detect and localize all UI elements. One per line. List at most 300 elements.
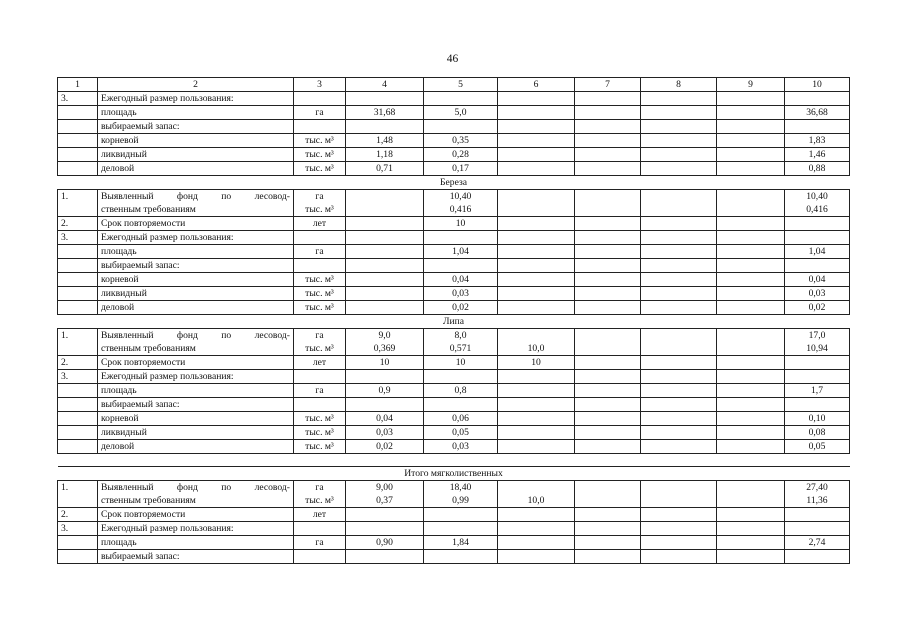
value-cell-4: 0,02 [346, 440, 424, 454]
unit-cell: тыс. м³ [294, 440, 346, 454]
value-cell-7 [575, 370, 641, 384]
table-row [58, 273, 850, 287]
value-cell-7 [575, 356, 641, 370]
value-cell-8 [641, 412, 717, 426]
value-cell-4: 31,68 [346, 106, 424, 120]
value-cell-7 [575, 273, 641, 287]
header-cell: 1 [58, 78, 98, 92]
value-cell-7 [575, 287, 641, 301]
value-cell-10: 2,74 [785, 536, 850, 550]
table-row [58, 384, 850, 398]
value-cell-6 [498, 120, 575, 134]
value-cell-4: 10 [346, 356, 424, 370]
row-number-cell [58, 162, 98, 176]
value-cell-6 [498, 259, 575, 273]
value-cell-5: 10,40 [424, 190, 498, 204]
section-title-row [58, 315, 850, 329]
value-cell-8 [641, 203, 717, 217]
unit-cell: тыс. м³ [294, 287, 346, 301]
spacer-row [58, 454, 850, 467]
unit-cell: га [294, 481, 346, 495]
value-cell-5: 1,84 [424, 536, 498, 550]
row-number-cell [58, 550, 98, 564]
table-row [58, 329, 850, 343]
row-name-cell: ственным требованиям [98, 494, 294, 508]
value-cell-9 [717, 231, 785, 245]
value-cell-8 [641, 190, 717, 204]
row-name-cell: ликвидный [98, 287, 294, 301]
value-cell-10 [785, 120, 850, 134]
table-row [58, 370, 850, 384]
row-number-cell [58, 203, 98, 217]
unit-cell: тыс. м³ [294, 426, 346, 440]
row-name-cell: выбираемый запас: [98, 398, 294, 412]
row-number-cell [58, 287, 98, 301]
value-cell-10 [785, 259, 850, 273]
section-title: Береза [58, 176, 850, 190]
row-name-cell: выбираемый запас: [98, 120, 294, 134]
value-cell-9 [717, 536, 785, 550]
value-cell-8 [641, 440, 717, 454]
value-cell-8 [641, 120, 717, 134]
value-cell-8 [641, 426, 717, 440]
value-cell-6 [498, 536, 575, 550]
value-cell-5: 0,06 [424, 412, 498, 426]
value-cell-8 [641, 398, 717, 412]
spacer-cell [58, 454, 850, 467]
value-cell-5 [424, 120, 498, 134]
row-number-cell: 2. [58, 508, 98, 522]
row-name-cell: площадь [98, 536, 294, 550]
unit-cell: тыс. м³ [294, 134, 346, 148]
section-title-row [58, 467, 850, 481]
value-cell-8 [641, 259, 717, 273]
value-cell-7 [575, 231, 641, 245]
value-cell-10: 0,04 [785, 273, 850, 287]
unit-cell: тыс. м³ [294, 342, 346, 356]
value-cell-10 [785, 550, 850, 564]
value-cell-7 [575, 384, 641, 398]
row-name-cell: Ежегодный размер пользования: [98, 231, 294, 245]
header-cell: 5 [424, 78, 498, 92]
value-cell-6 [498, 384, 575, 398]
value-cell-8 [641, 370, 717, 384]
table-row [58, 203, 850, 217]
row-number-cell [58, 342, 98, 356]
value-cell-6 [498, 190, 575, 204]
unit-cell [294, 370, 346, 384]
value-cell-7 [575, 92, 641, 106]
row-number-cell [58, 384, 98, 398]
value-cell-7 [575, 522, 641, 536]
table-row [58, 536, 850, 550]
value-cell-4: 0,03 [346, 426, 424, 440]
value-cell-9 [717, 190, 785, 204]
header-cell: 8 [641, 78, 717, 92]
unit-cell: тыс. м³ [294, 273, 346, 287]
value-cell-10 [785, 508, 850, 522]
value-cell-10 [785, 92, 850, 106]
value-cell-9 [717, 329, 785, 343]
row-number-cell: 3. [58, 522, 98, 536]
value-cell-4 [346, 190, 424, 204]
value-cell-6 [498, 522, 575, 536]
unit-cell: тыс. м³ [294, 412, 346, 426]
table-row [58, 440, 850, 454]
value-cell-5: 0,05 [424, 426, 498, 440]
value-cell-9 [717, 508, 785, 522]
table-row [58, 217, 850, 231]
value-cell-10: 1,83 [785, 134, 850, 148]
row-name-cell: выбираемый запас: [98, 259, 294, 273]
value-cell-8 [641, 356, 717, 370]
row-number-cell: 1. [58, 329, 98, 343]
table-row [58, 342, 850, 356]
table-row [58, 522, 850, 536]
value-cell-9 [717, 245, 785, 259]
value-cell-4 [346, 245, 424, 259]
row-number-cell [58, 426, 98, 440]
value-cell-8 [641, 287, 717, 301]
value-cell-7 [575, 550, 641, 564]
unit-cell: га [294, 329, 346, 343]
unit-cell: тыс. м³ [294, 301, 346, 315]
value-cell-5 [424, 508, 498, 522]
value-cell-10: 0,10 [785, 412, 850, 426]
value-cell-7 [575, 203, 641, 217]
row-name-cell: Выявленный фонд по лесовод- [98, 329, 294, 343]
row-name-cell: ликвидный [98, 426, 294, 440]
value-cell-10: 0,05 [785, 440, 850, 454]
section-title: Итого мягколиственных [58, 467, 850, 481]
value-cell-7 [575, 301, 641, 315]
value-cell-4: 0,9 [346, 384, 424, 398]
value-cell-7 [575, 536, 641, 550]
value-cell-6: 10,0 [498, 494, 575, 508]
value-cell-9 [717, 481, 785, 495]
value-cell-8 [641, 494, 717, 508]
row-number-cell [58, 412, 98, 426]
value-cell-5 [424, 370, 498, 384]
row-name-cell: деловой [98, 440, 294, 454]
value-cell-8 [641, 106, 717, 120]
value-cell-5 [424, 550, 498, 564]
value-cell-5: 18,40 [424, 481, 498, 495]
unit-cell: га [294, 190, 346, 204]
value-cell-10: 36,68 [785, 106, 850, 120]
row-name-cell: Срок повторяемости [98, 217, 294, 231]
value-cell-9 [717, 203, 785, 217]
row-name-cell: площадь [98, 384, 294, 398]
value-cell-8 [641, 245, 717, 259]
value-cell-8 [641, 162, 717, 176]
value-cell-8 [641, 92, 717, 106]
value-cell-4 [346, 522, 424, 536]
table-row [58, 134, 850, 148]
value-cell-7 [575, 245, 641, 259]
row-number-cell: 3. [58, 370, 98, 384]
value-cell-9 [717, 426, 785, 440]
table-row [58, 162, 850, 176]
header-cell: 3 [294, 78, 346, 92]
value-cell-7 [575, 106, 641, 120]
row-name-cell: Ежегодный размер пользования: [98, 92, 294, 106]
value-cell-7 [575, 412, 641, 426]
value-cell-7 [575, 508, 641, 522]
value-cell-4: 0,37 [346, 494, 424, 508]
value-cell-10 [785, 217, 850, 231]
value-cell-8 [641, 481, 717, 495]
value-cell-6 [498, 508, 575, 522]
value-cell-6 [498, 412, 575, 426]
row-number-cell [58, 273, 98, 287]
value-cell-5: 5,0 [424, 106, 498, 120]
value-cell-9 [717, 494, 785, 508]
unit-cell [294, 92, 346, 106]
value-cell-9 [717, 273, 785, 287]
value-cell-6 [498, 301, 575, 315]
value-cell-7 [575, 148, 641, 162]
value-cell-5: 0,8 [424, 384, 498, 398]
unit-cell: тыс. м³ [294, 494, 346, 508]
row-name-cell: Ежегодный размер пользования: [98, 522, 294, 536]
value-cell-8 [641, 148, 717, 162]
value-cell-6 [498, 287, 575, 301]
value-cell-8 [641, 384, 717, 398]
unit-cell [294, 398, 346, 412]
value-cell-10: 0,08 [785, 426, 850, 440]
value-cell-6 [498, 426, 575, 440]
value-cell-6 [498, 106, 575, 120]
value-cell-8 [641, 536, 717, 550]
section-title: Липа [58, 315, 850, 329]
value-cell-10: 1,46 [785, 148, 850, 162]
value-cell-6 [498, 217, 575, 231]
value-cell-10: 0,416 [785, 203, 850, 217]
value-cell-9 [717, 106, 785, 120]
value-cell-4: 0,369 [346, 342, 424, 356]
value-cell-10 [785, 398, 850, 412]
value-cell-9 [717, 120, 785, 134]
value-cell-10 [785, 231, 850, 245]
table-row [58, 481, 850, 495]
value-cell-4 [346, 301, 424, 315]
value-cell-10: 10,40 [785, 190, 850, 204]
value-cell-9 [717, 287, 785, 301]
value-cell-4 [346, 273, 424, 287]
table-row [58, 106, 850, 120]
value-cell-9 [717, 148, 785, 162]
value-cell-10: 1,7 [785, 384, 850, 398]
row-name-cell: ликвидный [98, 148, 294, 162]
value-cell-10: 10,94 [785, 342, 850, 356]
value-cell-5: 0,17 [424, 162, 498, 176]
value-cell-6 [498, 440, 575, 454]
value-cell-8 [641, 301, 717, 315]
value-cell-4 [346, 203, 424, 217]
value-cell-4: 9,0 [346, 329, 424, 343]
value-cell-8 [641, 217, 717, 231]
value-cell-10: 0,02 [785, 301, 850, 315]
value-cell-9 [717, 398, 785, 412]
value-cell-6 [498, 481, 575, 495]
value-cell-5: 0,04 [424, 273, 498, 287]
value-cell-9 [717, 217, 785, 231]
value-cell-6 [498, 203, 575, 217]
table-row [58, 287, 850, 301]
table-row [58, 92, 850, 106]
value-cell-7 [575, 481, 641, 495]
value-cell-6 [498, 92, 575, 106]
value-cell-9 [717, 440, 785, 454]
row-number-cell [58, 494, 98, 508]
row-name-cell: Ежегодный размер пользования: [98, 370, 294, 384]
section-title-row [58, 176, 850, 190]
value-cell-4: 0,04 [346, 412, 424, 426]
row-number-cell [58, 440, 98, 454]
value-cell-5: 0,02 [424, 301, 498, 315]
row-number-cell: 1. [58, 190, 98, 204]
table-row [58, 231, 850, 245]
value-cell-9 [717, 259, 785, 273]
value-cell-7 [575, 162, 641, 176]
value-cell-7 [575, 426, 641, 440]
value-cell-5 [424, 522, 498, 536]
unit-cell [294, 120, 346, 134]
row-number-cell [58, 120, 98, 134]
value-cell-5 [424, 259, 498, 273]
table-row [58, 426, 850, 440]
value-cell-9 [717, 550, 785, 564]
value-cell-6: 10 [498, 356, 575, 370]
value-cell-4 [346, 231, 424, 245]
value-cell-5: 10 [424, 356, 498, 370]
value-cell-4 [346, 217, 424, 231]
value-cell-7 [575, 259, 641, 273]
value-cell-10: 0,88 [785, 162, 850, 176]
header-cell: 6 [498, 78, 575, 92]
header-cell: 4 [346, 78, 424, 92]
value-cell-4 [346, 370, 424, 384]
row-number-cell: 1. [58, 481, 98, 495]
row-number-cell [58, 536, 98, 550]
value-cell-7 [575, 494, 641, 508]
value-cell-5: 0,571 [424, 342, 498, 356]
value-cell-6 [498, 162, 575, 176]
table-header-row [58, 78, 850, 92]
value-cell-6 [498, 329, 575, 343]
row-name-cell: деловой [98, 162, 294, 176]
row-name-cell: деловой [98, 301, 294, 315]
value-cell-6: 10,0 [498, 342, 575, 356]
unit-cell: га [294, 384, 346, 398]
value-cell-5: 0,03 [424, 287, 498, 301]
row-name-cell: выбираемый запас: [98, 550, 294, 564]
value-cell-9 [717, 522, 785, 536]
table-row [58, 245, 850, 259]
header-cell: 2 [98, 78, 294, 92]
value-cell-4 [346, 120, 424, 134]
unit-cell: га [294, 536, 346, 550]
value-cell-5: 0,99 [424, 494, 498, 508]
value-cell-4 [346, 550, 424, 564]
value-cell-9 [717, 412, 785, 426]
table-row [58, 412, 850, 426]
value-cell-6 [498, 273, 575, 287]
unit-cell [294, 522, 346, 536]
row-number-cell [58, 301, 98, 315]
row-number-cell [58, 398, 98, 412]
value-cell-4 [346, 398, 424, 412]
value-cell-6 [498, 148, 575, 162]
value-cell-9 [717, 370, 785, 384]
unit-cell [294, 231, 346, 245]
value-cell-7 [575, 342, 641, 356]
value-cell-5: 8,0 [424, 329, 498, 343]
value-cell-8 [641, 329, 717, 343]
row-number-cell: 2. [58, 217, 98, 231]
table-row [58, 398, 850, 412]
row-number-cell: 3. [58, 231, 98, 245]
value-cell-4: 9,00 [346, 481, 424, 495]
row-number-cell [58, 106, 98, 120]
row-number-cell [58, 148, 98, 162]
value-cell-8 [641, 342, 717, 356]
value-cell-6 [498, 231, 575, 245]
value-cell-8 [641, 550, 717, 564]
unit-cell: га [294, 106, 346, 120]
value-cell-10 [785, 522, 850, 536]
row-number-cell [58, 134, 98, 148]
value-cell-6 [498, 550, 575, 564]
row-name-cell: площадь [98, 106, 294, 120]
value-cell-10 [785, 356, 850, 370]
row-number-cell: 2. [58, 356, 98, 370]
value-cell-5: 0,28 [424, 148, 498, 162]
value-cell-10: 1,04 [785, 245, 850, 259]
value-cell-9 [717, 134, 785, 148]
unit-cell [294, 550, 346, 564]
page-number: 46 [446, 53, 459, 65]
value-cell-5 [424, 398, 498, 412]
row-name-cell: корневой [98, 412, 294, 426]
row-number-cell [58, 245, 98, 259]
value-cell-7 [575, 190, 641, 204]
row-name-cell: корневой [98, 134, 294, 148]
value-cell-6 [498, 245, 575, 259]
table-body [58, 78, 850, 564]
value-cell-9 [717, 384, 785, 398]
row-name-cell: Срок повторяемости [98, 356, 294, 370]
table-row [58, 120, 850, 134]
unit-cell: лет [294, 508, 346, 522]
value-cell-4 [346, 508, 424, 522]
value-cell-4 [346, 287, 424, 301]
row-name-cell: Выявленный фонд по лесовод- [98, 190, 294, 204]
value-cell-5: 0,03 [424, 440, 498, 454]
value-cell-8 [641, 508, 717, 522]
row-name-cell: корневой [98, 273, 294, 287]
value-cell-9 [717, 356, 785, 370]
value-cell-9 [717, 342, 785, 356]
unit-cell: тыс. м³ [294, 203, 346, 217]
value-cell-5 [424, 231, 498, 245]
value-cell-4: 0,90 [346, 536, 424, 550]
row-name-cell: Выявленный фонд по лесовод- [98, 481, 294, 495]
row-name-cell: Срок повторяемости [98, 508, 294, 522]
row-number-cell [58, 259, 98, 273]
value-cell-10: 17,0 [785, 329, 850, 343]
